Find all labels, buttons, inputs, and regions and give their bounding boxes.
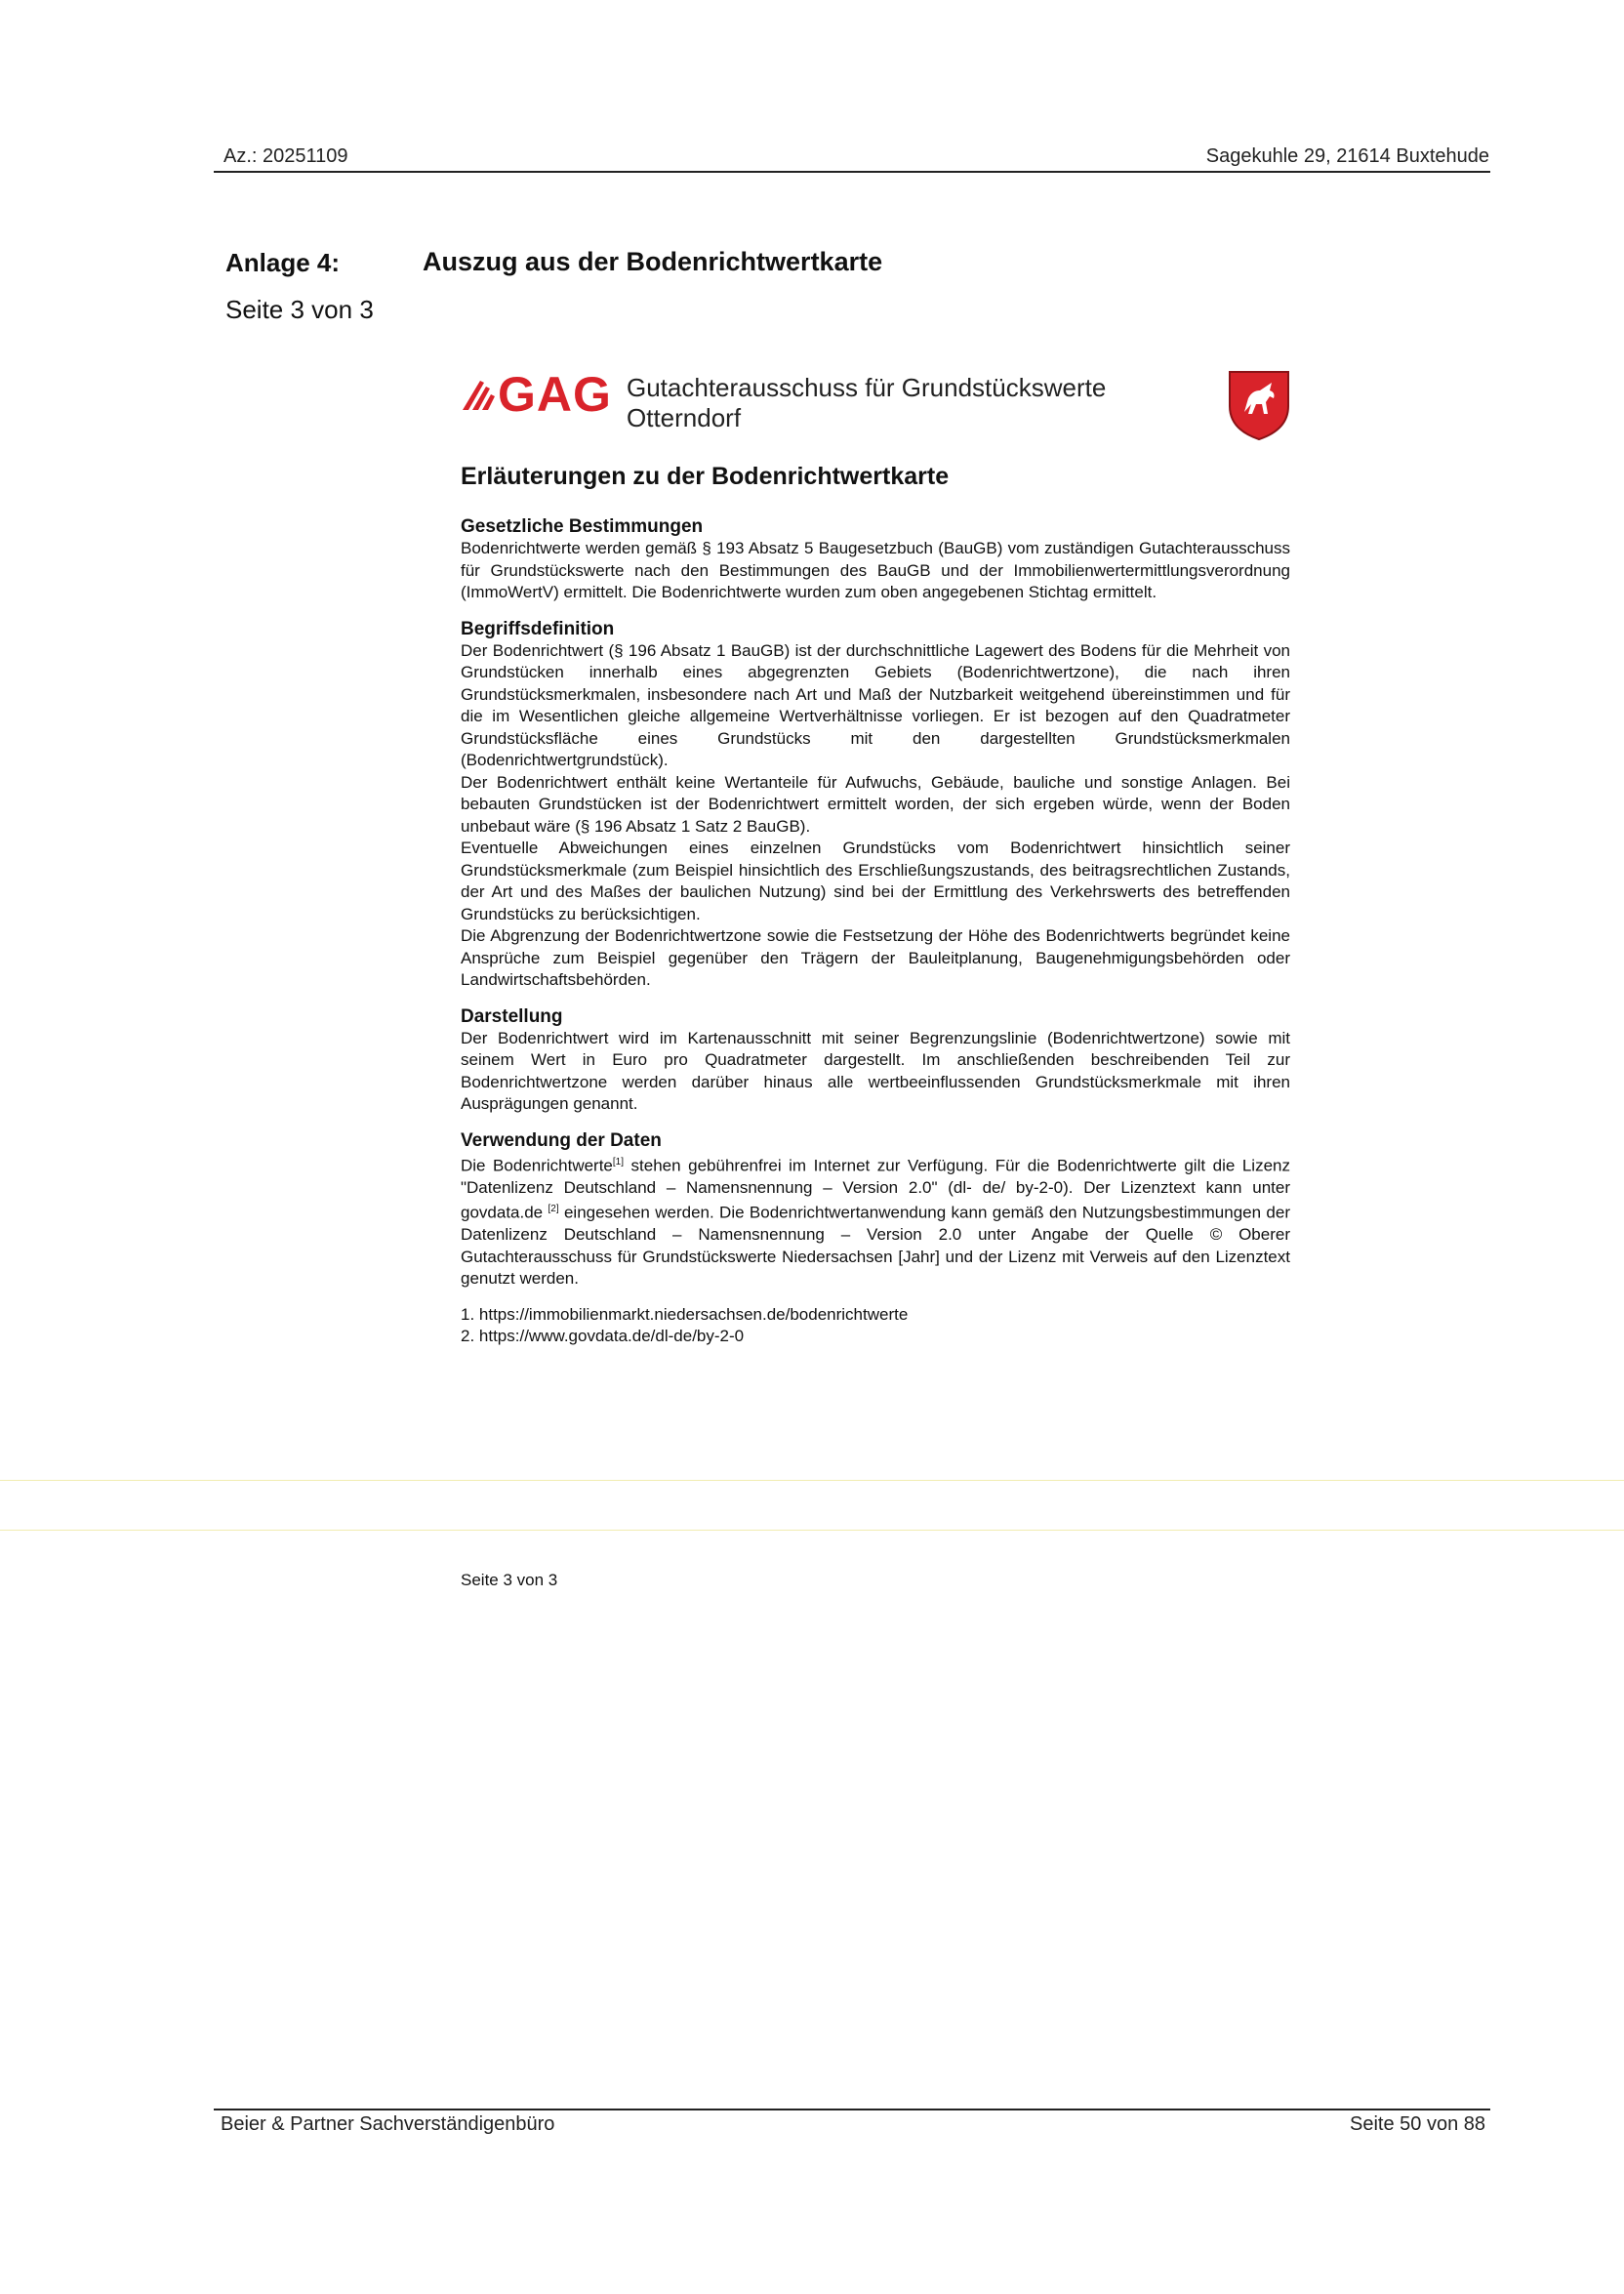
paragraph-part: eingesehen werden. Die Bodenrichtwertanwendung kann gemäß den Nutzungsbestimmungen der Datenlizenz Deutschland – Namensnennung – Version 2.0 unter Angabe der Quelle © Oberer Gutachterausschuss für Grundstückswerte Niedersachsen [Jahr] und der Lizenz mit Verweis auf den Lizenztext genutzt werden. [461,1203,1290,1289]
appendix-page: Seite 3 von 3 [225,295,374,324]
paragraph-part: stehen gebührenfrei im Internet zur Verfügung. Für die Bodenrichtwerte gilt die Lizenz "Datenlizenz Deutschland – Namensnennung – Version 2.0" (dl- de/ by-2-0). Der Lizenztext kann unter govdata.de [461,1156,1290,1222]
section-definition [461,619,1290,992]
section-title: Begriffsdefinition [461,618,615,639]
appendix-title: Auszug aus der Bodenrichtwertkarte [423,247,883,276]
source-link[interactable]: 2. https://www.govdata.de/dl-de/by-2-0 [461,1327,745,1346]
section-presentation [461,1006,1290,1116]
paragraph: Der Bodenrichtwert wird im Kartenausschnitt mit seiner Begrenzungslinie (Bodenrichtwertzone) sowie mit seinem Wert in Euro pro Quadratmeter dargestellt. Im anschließenden beschreibenden Teil zur Bodenrichtwertzone werden darüber hinaus alle wertbeeinflussenden Grundstücksmerkmale mit ihren Ausprägungen genannt. [461,1028,1290,1113]
paragraph [461,1152,1290,1290]
gag-logo [459,366,612,423]
footnote-ref-1: [1] [612,1156,625,1167]
org-name [627,373,1106,433]
section-data-usage [461,1130,1290,1290]
footer-rule [214,2109,1490,2110]
section-title: Gesetzliche Bestimmungen [461,516,704,537]
file-reference: Az.: 20251109 [223,145,348,167]
org-name-line1: Gutachterausschuss für Grundstückswerte [627,373,1107,402]
gag-logo-icon [459,375,496,414]
scan-line [0,1530,1624,1531]
section-title: Verwendung der Daten [461,1129,662,1151]
org-name-line2: Otterndorf [627,403,742,432]
gag-logo-text: GAG [498,367,612,422]
header-rule [214,171,1490,173]
document-heading: Erläuterungen zu der Bodenrichtwertkarte [461,463,950,490]
paragraph: Bodenrichtwerte werden gemäß § 193 Absatz 5 Baugesetzbuch (BauGB) vom zuständigen Gutachterausschuss für Grundstückswerte nach den Bestimmungen des BauGB und der Immobilienwertermittlungsverordnung (ImmoWertV) ermittelt. Die Bodenrichtwerte wurden zum oben angegebenen Stichtag ermittelt. [461,539,1290,601]
section-legal [461,516,1290,604]
footer-company: Beier & Partner Sachverständigenbüro [221,2113,555,2135]
section-title: Darstellung [461,1005,563,1027]
property-address: Sagekuhle 29, 21614 Buxtehude [1205,145,1489,167]
paragraph: Der Bodenrichtwert (§ 196 Absatz 1 BauGB) ist der durchschnittliche Lagewert des Bodens für die Mehrheit von Grundstücken innerhalb eines abgegrenzten Gebiets (Bodenrichtwertzone), die nach ihren Grundstücksmerkmalen, insbesondere nach Art und Maß der Nutzbarkeit weitgehend übereinstimmen und für die im Wesentlichen gleiche allgemeine Wertverhältnisse vorliegen. Er ist bezogen auf den Quadratmeter Grundstücksfläche eines Grundstücks mit den dargestellten Grundstücksmerkmalen (Bodenrichtwertgrundstück). [461,640,1290,769]
paragraph: Der Bodenrichtwert enthält keine Wertanteile für Aufwuchs, Gebäude, bauliche und sonstige Anlagen. Bei bebauten Grundstücken ist der Bodenrichtwert ermittelt worden, der sich ergeben würde, wenn der Boden unbebaut wäre (§ 196 Absatz 1 Satz 2 BauGB). [461,772,1290,836]
explanation-document [461,463,1290,1348]
scan-line [0,1480,1624,1481]
appendix-label: Anlage 4: [225,248,341,277]
source-link[interactable]: 1. https://immobilienmarkt.niedersachsen.de/bodenrichtwerte [461,1304,909,1324]
source-list [461,1304,1290,1348]
lower-saxony-crest-icon [1227,369,1291,441]
footnote-ref-2: [2] [548,1204,559,1215]
paragraph: Eventuelle Abweichungen eines einzelnen Grundstücks vom Bodenrichtwert hinsichtlich seiner Grundstücksmerkmale (zum Beispiel hinsichtlich des Erschließungszustands, des beitragsrechtlichen Zustands, der Art und des Maßes der baulichen Nutzung) sind bei der Ermittlung des Verkehrswerts des betreffenden Grundstücks zu berücksichtigen. [461,839,1290,923]
inner-page-number: Seite 3 von 3 [461,1571,558,1589]
footer-page-number: Seite 50 von 88 [1350,2113,1485,2135]
paragraph: Die Abgrenzung der Bodenrichtwertzone sowie die Festsetzung der Höhe des Bodenrichtwerts begründet keine Ansprüche zum Beispiel gegenüber den Trägern der Bauleitplanung, Baugenehmigungsbehörden oder Landwirtschaftsbehörden. [461,926,1290,989]
paragraph-part: Die Bodenrichtwerte [461,1156,613,1175]
